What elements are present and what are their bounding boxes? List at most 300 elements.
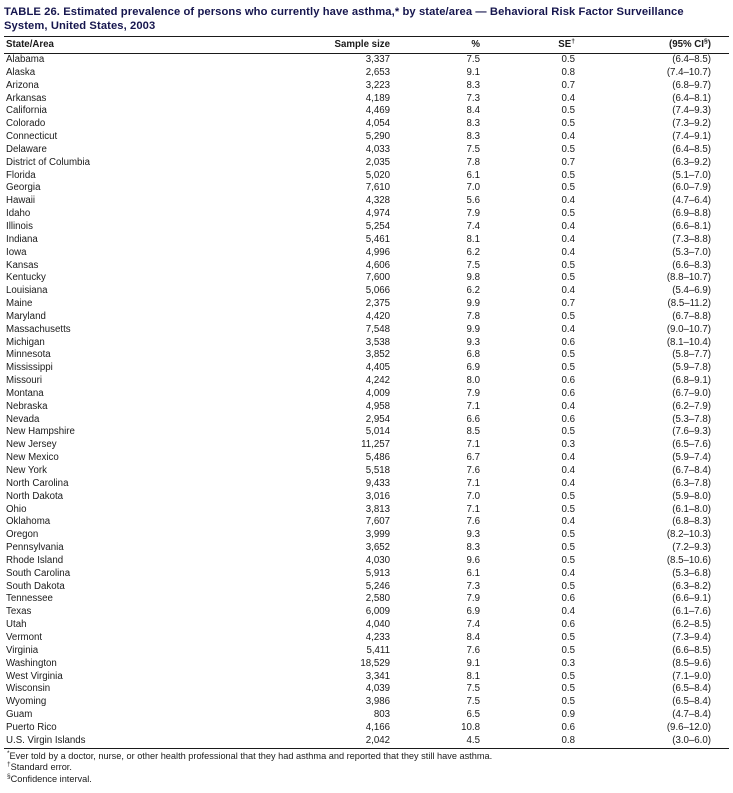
footnote-marker: * <box>7 749 10 757</box>
table-row <box>4 337 729 350</box>
cell-sample-size: 4,009 <box>365 387 390 399</box>
cell-ci: (5.9–8.0) <box>672 490 711 502</box>
cell-sample-size: 5,486 <box>365 452 390 464</box>
table-row <box>4 260 729 273</box>
table-row <box>4 581 729 594</box>
cell-sample-size: 4,974 <box>365 208 390 220</box>
cell-percent: 8.1 <box>466 233 480 245</box>
cell-state-area: Rhode Island <box>6 554 64 566</box>
col-header-se: SE† <box>480 37 575 54</box>
table-row <box>4 118 729 131</box>
table-row <box>4 105 729 118</box>
cell-sample-size: 2,954 <box>365 413 390 425</box>
cell-ci: (4.7–6.4) <box>672 195 711 207</box>
cell-sample-size: 3,223 <box>365 79 390 91</box>
cell-sample-size: 3,341 <box>365 670 390 682</box>
cell-state-area: Illinois <box>6 220 33 232</box>
cell-ci: (4.7–8.4) <box>672 709 711 721</box>
cell-percent: 8.3 <box>466 79 480 91</box>
cell-percent: 9.1 <box>466 66 480 78</box>
col-header-sample-size: Sample size <box>304 37 390 54</box>
cell-state-area: Connecticut <box>6 131 58 143</box>
cell-ci: (6.3–9.2) <box>672 156 711 168</box>
cell-state-area: Pennsylvania <box>6 542 64 554</box>
cell-sample-size: 4,054 <box>365 118 390 130</box>
cell-ci: (6.5–8.4) <box>672 696 711 708</box>
cell-sample-size: 4,040 <box>365 619 390 631</box>
cell-state-area: District of Columbia <box>6 156 90 168</box>
footnote-confidence-interval <box>7 774 729 786</box>
cell-se: 0.5 <box>561 259 575 271</box>
table-row <box>4 388 729 401</box>
cell-percent: 8.4 <box>466 105 480 117</box>
cell-ci: (8.8–10.7) <box>666 272 711 284</box>
cell-percent: 7.6 <box>466 465 480 476</box>
cell-se: 0.6 <box>561 375 575 387</box>
cell-se: 0.5 <box>561 143 575 155</box>
table-row <box>4 362 729 375</box>
cell-se: 0.5 <box>561 426 575 438</box>
cell-percent: 6.2 <box>466 285 480 297</box>
cell-state-area: Louisiana <box>6 285 48 297</box>
cell-sample-size: 5,014 <box>365 426 390 438</box>
cell-percent: 4.5 <box>390 735 480 748</box>
table-row <box>4 349 729 362</box>
cell-sample-size: 6,009 <box>365 606 390 618</box>
cell-percent: 7.6 <box>466 644 480 656</box>
table-row <box>4 452 729 465</box>
cell-ci: (3.0–6.0) <box>575 735 729 748</box>
cell-percent: 7.1 <box>466 477 480 489</box>
cell-state-area: Idaho <box>6 208 31 220</box>
footnote-marker: § <box>7 773 11 781</box>
cell-ci: (8.5–9.6) <box>672 657 711 669</box>
table-row <box>4 516 729 529</box>
cell-ci: (7.2–9.3) <box>672 542 711 554</box>
cell-state-area: Maine <box>6 298 33 310</box>
cell-percent: 7.3 <box>466 580 480 592</box>
cell-sample-size: 7,600 <box>365 272 390 284</box>
cell-state-area: Alaska <box>6 66 36 78</box>
cell-ci: (9.0–10.7) <box>666 323 711 335</box>
cell-sample-size: 4,328 <box>365 195 390 207</box>
cell-se: 0.4 <box>561 400 575 412</box>
cell-sample-size: 4,996 <box>365 246 390 258</box>
cell-se: 0.5 <box>561 118 575 130</box>
cell-state-area: Minnesota <box>6 349 51 361</box>
cell-ci: (6.6–8.3) <box>672 259 711 271</box>
table-row <box>4 234 729 247</box>
col-header-ci: (95% CI§) <box>575 37 729 54</box>
cell-sample-size: 4,030 <box>365 554 390 566</box>
cell-se: 0.4 <box>561 465 575 476</box>
cell-se: 0.5 <box>561 631 575 643</box>
cell-state-area: South Carolina <box>6 567 71 579</box>
cell-state-area: Missouri <box>6 375 43 387</box>
cell-sample-size: 2,375 <box>365 298 390 310</box>
table-row <box>4 491 729 504</box>
cell-se: 0.6 <box>561 387 575 399</box>
cell-sample-size: 9,433 <box>365 477 390 489</box>
table-row <box>4 208 729 221</box>
cell-ci: (6.7–8.8) <box>672 310 711 322</box>
cell-state-area: Kansas <box>6 259 39 271</box>
cell-state-area: Guam <box>6 709 33 721</box>
cell-se: 0.4 <box>561 323 575 335</box>
footnote-marker: † <box>7 761 11 769</box>
cell-ci: (6.7–9.0) <box>672 387 711 399</box>
table-row <box>4 285 729 298</box>
cell-sample-size: 4,606 <box>365 259 390 271</box>
cell-sample-size: 3,999 <box>365 529 390 541</box>
cell-sample-size: 7,607 <box>365 516 390 528</box>
cell-sample-size: 4,242 <box>365 375 390 387</box>
cell-percent: 7.9 <box>466 593 480 605</box>
cell-percent: 9.1 <box>466 657 480 669</box>
cell-sample-size: 3,986 <box>365 696 390 708</box>
cell-percent: 9.6 <box>466 554 480 566</box>
cell-state-area: Massachusetts <box>6 323 71 335</box>
cell-state-area: Oklahoma <box>6 516 51 528</box>
cell-percent: 9.9 <box>466 323 480 335</box>
cell-state-area: California <box>6 105 47 117</box>
cell-percent: 8.3 <box>466 118 480 130</box>
cell-se: 0.8 <box>561 66 575 78</box>
cell-se: 0.4 <box>561 606 575 618</box>
cell-state-area: New Mexico <box>6 452 59 464</box>
col-header-state-area: State/Area <box>4 37 304 54</box>
col-header-percent: % <box>390 37 480 54</box>
cell-state-area: Nebraska <box>6 400 48 412</box>
cell-sample-size: 3,538 <box>365 336 390 348</box>
cell-ci: (6.5–8.4) <box>672 683 711 695</box>
cell-se: 0.4 <box>561 516 575 528</box>
cell-state-area: Michigan <box>6 336 45 348</box>
cell-state-area: Maryland <box>6 310 46 322</box>
cell-percent: 6.2 <box>466 246 480 258</box>
cell-percent: 6.8 <box>466 349 480 361</box>
cell-sample-size: 2,042 <box>304 735 390 748</box>
table-row <box>4 375 729 388</box>
footnote-text: Standard error. <box>10 762 72 773</box>
cell-sample-size: 3,016 <box>365 490 390 502</box>
cell-sample-size: 803 <box>373 709 390 721</box>
cell-ci: (9.6–12.0) <box>666 721 711 733</box>
cell-percent: 8.3 <box>466 542 480 554</box>
cell-state-area: Virginia <box>6 644 39 656</box>
table-row <box>4 529 729 542</box>
table-row <box>4 542 729 555</box>
cell-sample-size: 11,257 <box>361 439 390 451</box>
cell-se: 0.5 <box>561 529 575 541</box>
cell-ci: (6.1–8.0) <box>672 503 711 515</box>
cell-percent: 7.1 <box>466 503 480 515</box>
cell-se: 0.9 <box>561 709 575 721</box>
cell-se: 0.5 <box>561 644 575 656</box>
cell-se: 0.5 <box>561 169 575 181</box>
cell-se: 0.4 <box>561 452 575 464</box>
cell-ci: (6.4–8.1) <box>672 92 711 104</box>
table-row <box>4 298 729 311</box>
cell-percent: 7.5 <box>466 696 480 708</box>
cell-percent: 9.3 <box>466 336 480 348</box>
footnote-standard-error <box>7 762 729 774</box>
cell-sample-size: 2,580 <box>365 593 390 605</box>
footnote-text: Ever told by a doctor, nurse, or other health professional that they had asthma and reported that they still have asthma. <box>9 750 493 761</box>
cell-se: 0.4 <box>561 233 575 245</box>
table-row <box>4 683 729 696</box>
cell-ci: (7.6–9.3) <box>672 426 711 438</box>
cell-state-area: Florida <box>6 169 36 181</box>
cell-percent: 8.4 <box>466 631 480 643</box>
cell-percent: 7.5 <box>466 259 480 271</box>
cell-sample-size: 2,035 <box>365 156 390 168</box>
table-title-line-1: TABLE 26. Estimated prevalence of persons who currently have asthma,* by state/area — Behavioral Risk Factor Surveillance <box>4 6 684 18</box>
table-title-line-2: System, United States, 2003 <box>4 19 156 32</box>
table-row <box>4 157 729 170</box>
cell-state-area: New York <box>6 465 47 476</box>
cell-percent: 6.1 <box>466 567 480 579</box>
cell-sample-size: 4,405 <box>365 362 390 374</box>
cell-percent: 7.1 <box>466 439 480 451</box>
cell-se: 0.5 <box>561 542 575 554</box>
cell-state-area: Colorado <box>6 118 46 130</box>
table-row <box>4 67 729 80</box>
cell-percent: 7.6 <box>466 516 480 528</box>
cell-ci: (6.1–7.6) <box>672 606 711 618</box>
cell-percent: 8.0 <box>466 375 480 387</box>
cell-state-area: Alabama <box>6 54 45 65</box>
table-row <box>4 478 729 491</box>
cell-se: 0.5 <box>561 580 575 592</box>
table-header-row <box>4 37 729 54</box>
cell-se: 0.7 <box>561 156 575 168</box>
cell-se: 0.5 <box>561 696 575 708</box>
cell-state-area: Ohio <box>6 503 27 515</box>
cell-ci: (6.2–8.5) <box>672 619 711 631</box>
cell-ci: (5.1–7.0) <box>672 169 711 181</box>
table-row <box>4 606 729 619</box>
prevalence-table <box>4 36 729 749</box>
cell-se: 0.4 <box>561 195 575 207</box>
cell-percent: 7.9 <box>466 208 480 220</box>
table-row <box>4 221 729 234</box>
cell-ci: (7.3–8.8) <box>672 233 711 245</box>
table-row <box>4 735 729 748</box>
cell-state-area: Mississippi <box>6 362 53 374</box>
cell-percent: 9.9 <box>466 298 480 310</box>
table-row <box>4 504 729 517</box>
table-row <box>4 195 729 208</box>
cell-ci: (6.7–8.4) <box>672 465 711 476</box>
cell-state-area: Indiana <box>6 233 38 245</box>
cell-sample-size: 4,166 <box>365 721 390 733</box>
cell-sample-size: 5,246 <box>365 580 390 592</box>
cell-percent: 8.3 <box>466 131 480 143</box>
cell-ci: (6.0–7.9) <box>672 182 711 194</box>
cell-se: 0.5 <box>561 349 575 361</box>
table-row <box>4 401 729 414</box>
cell-state-area: Tennessee <box>6 593 53 605</box>
cell-percent: 8.1 <box>466 670 480 682</box>
cell-percent: 7.5 <box>466 54 480 65</box>
footnotes <box>7 751 729 786</box>
cell-state-area: Oregon <box>6 529 39 541</box>
cell-percent: 8.5 <box>466 426 480 438</box>
cell-sample-size: 4,233 <box>365 631 390 643</box>
cell-state-area: South Dakota <box>6 580 65 592</box>
cell-ci: (8.2–10.3) <box>666 529 711 541</box>
cell-ci: (6.8–9.1) <box>672 375 711 387</box>
cell-percent: 7.8 <box>466 156 480 168</box>
cell-ci: (6.8–8.3) <box>672 516 711 528</box>
cell-state-area: Nevada <box>6 413 40 425</box>
cell-sample-size: 3,813 <box>365 503 390 515</box>
footnote-text: Confidence interval. <box>10 774 92 785</box>
cell-state-area: Vermont <box>6 631 43 643</box>
cell-ci: (8.5–10.6) <box>666 554 711 566</box>
cell-ci: (7.4–10.7) <box>666 66 711 78</box>
cell-state-area: Arizona <box>6 79 39 91</box>
table-row <box>4 93 729 106</box>
cell-ci: (5.4–6.9) <box>672 285 711 297</box>
cell-state-area: North Dakota <box>6 490 64 502</box>
table-row <box>4 54 729 67</box>
table-row <box>4 619 729 632</box>
cell-se: 0.6 <box>561 336 575 348</box>
cell-ci: (6.3–8.2) <box>672 580 711 592</box>
table-header <box>4 37 729 54</box>
cell-se: 0.4 <box>561 477 575 489</box>
table-row <box>4 593 729 606</box>
cell-sample-size: 5,020 <box>365 169 390 181</box>
cell-se: 0.5 <box>561 490 575 502</box>
cell-state-area: New Hampshire <box>6 426 75 438</box>
cell-sample-size: 3,852 <box>365 349 390 361</box>
cell-sample-size: 7,548 <box>365 323 390 335</box>
table-row <box>4 144 729 157</box>
cell-se: 0.4 <box>561 567 575 579</box>
cell-state-area: U.S. Virgin Islands <box>4 735 304 748</box>
cell-ci: (6.9–8.8) <box>672 208 711 220</box>
cell-percent: 7.1 <box>466 400 480 412</box>
cell-percent: 7.9 <box>466 387 480 399</box>
cell-se: 0.5 <box>561 670 575 682</box>
footnote-asthma-definition <box>7 751 729 763</box>
cell-percent: 7.5 <box>466 143 480 155</box>
cell-sample-size: 5,254 <box>365 220 390 232</box>
cell-ci: (8.5–11.2) <box>667 298 711 310</box>
cell-se: 0.4 <box>561 285 575 297</box>
cell-se: 0.6 <box>561 413 575 425</box>
table-row <box>4 555 729 568</box>
cell-percent: 6.7 <box>466 452 480 464</box>
cell-sample-size: 2,653 <box>365 66 390 78</box>
cell-percent: 7.3 <box>466 92 480 104</box>
table-row <box>4 182 729 195</box>
cell-ci: (6.4–8.5) <box>672 143 711 155</box>
table-row <box>4 272 729 285</box>
table-row <box>4 311 729 324</box>
cell-ci: (7.4–9.1) <box>672 131 711 143</box>
cell-sample-size: 5,066 <box>365 285 390 297</box>
cell-sample-size: 4,420 <box>365 310 390 322</box>
table-row <box>4 80 729 93</box>
cell-sample-size: 4,189 <box>365 92 390 104</box>
cell-se: 0.4 <box>561 131 575 143</box>
cell-se: 0.5 <box>561 310 575 322</box>
cell-state-area: West Virginia <box>6 670 63 682</box>
cell-sample-size: 4,039 <box>365 683 390 695</box>
table-row <box>4 568 729 581</box>
cell-percent: 7.5 <box>466 683 480 695</box>
table-row <box>4 465 729 478</box>
cell-ci: (6.6–8.5) <box>672 644 711 656</box>
cell-sample-size: 18,529 <box>360 657 390 669</box>
cell-state-area: North Carolina <box>6 477 69 489</box>
cell-percent: 6.5 <box>466 709 480 721</box>
cell-se: 0.7 <box>561 298 575 310</box>
table-row <box>4 170 729 183</box>
cell-state-area: Iowa <box>6 246 27 258</box>
cell-percent: 6.6 <box>466 413 480 425</box>
cell-se: 0.5 <box>561 554 575 566</box>
cell-sample-size: 5,518 <box>365 465 390 476</box>
cell-se: 0.5 <box>561 683 575 695</box>
cell-ci: (5.8–7.7) <box>672 349 711 361</box>
table-row <box>4 414 729 427</box>
cell-ci: (5.3–6.8) <box>672 567 711 579</box>
cell-sample-size: 5,913 <box>365 567 390 579</box>
cell-ci: (7.4–9.3) <box>672 105 711 117</box>
cell-sample-size: 5,411 <box>366 644 390 656</box>
cell-sample-size: 3,337 <box>365 54 390 65</box>
cell-se: 0.4 <box>561 92 575 104</box>
cell-sample-size: 4,033 <box>365 143 390 155</box>
cell-ci: (8.1–10.4) <box>666 336 711 348</box>
cell-percent: 7.4 <box>466 220 480 232</box>
cell-se: 0.5 <box>561 272 575 284</box>
cell-ci: (7.1–9.0) <box>672 670 711 682</box>
cell-ci: (6.4–8.5) <box>672 54 711 65</box>
cell-ci: (5.3–7.0) <box>672 246 711 258</box>
cell-percent: 6.1 <box>466 169 480 181</box>
cell-ci: (6.3–7.8) <box>672 477 711 489</box>
table-body <box>4 54 729 749</box>
cell-ci: (6.8–9.7) <box>672 79 711 91</box>
cell-se: 0.4 <box>561 246 575 258</box>
cell-state-area: Wyoming <box>6 696 47 708</box>
table-row <box>4 709 729 722</box>
cell-se: 0.6 <box>561 619 575 631</box>
cell-se: 0.5 <box>561 503 575 515</box>
cell-state-area: Texas <box>6 606 32 618</box>
cell-se: 0.6 <box>561 593 575 605</box>
cell-state-area: Wisconsin <box>6 683 51 695</box>
cell-se: 0.8 <box>480 735 575 748</box>
cell-se: 0.4 <box>561 220 575 232</box>
cell-ci: (5.3–7.8) <box>672 413 711 425</box>
cell-ci: (5.9–7.4) <box>672 452 711 464</box>
cell-sample-size: 7,610 <box>365 182 390 194</box>
cell-ci: (6.6–9.1) <box>672 593 711 605</box>
cell-ci: (6.5–7.6) <box>672 439 711 451</box>
cell-sample-size: 4,469 <box>365 105 390 117</box>
cell-se: 0.3 <box>561 657 575 669</box>
cell-percent: 7.8 <box>466 310 480 322</box>
cell-se: 0.5 <box>561 362 575 374</box>
cell-percent: 5.6 <box>466 195 480 207</box>
